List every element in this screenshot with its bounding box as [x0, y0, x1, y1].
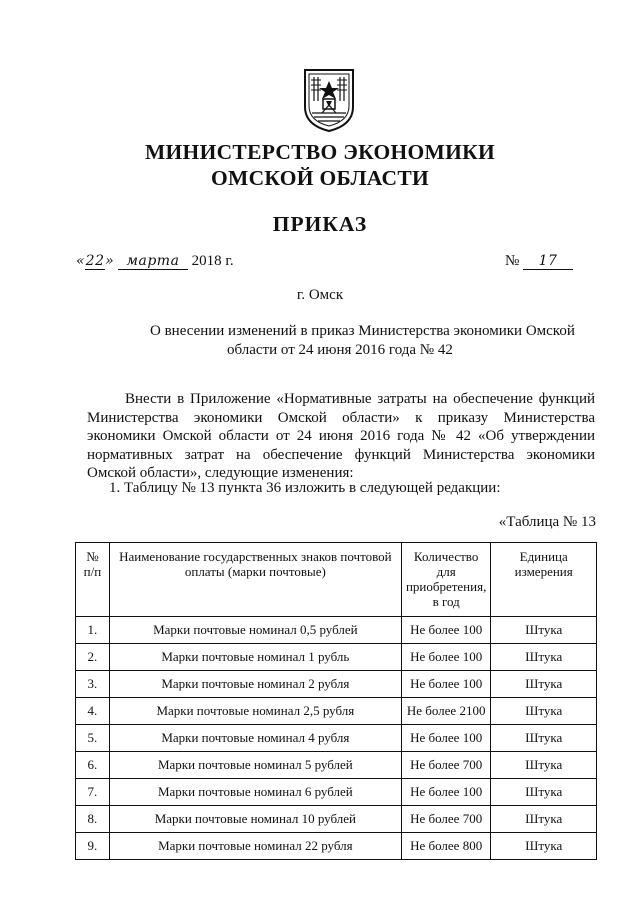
table-row: [76, 671, 597, 698]
row-name: Марки почтовые номинал 2,5 рубля: [109, 698, 401, 725]
row-name: Марки почтовые номинал 4 рубля: [109, 725, 401, 752]
row-quantity: Не более 100: [401, 779, 491, 806]
row-name: Марки почтовые номинал 0,5 рублей: [109, 617, 401, 644]
row-unit: Штука: [491, 644, 597, 671]
row-name: Марки почтовые номинал 10 рублей: [109, 806, 401, 833]
number-label: №: [505, 253, 520, 269]
row-quantity: Не более 100: [401, 617, 491, 644]
date-quote-close: »: [105, 253, 115, 269]
date-month: марта: [118, 253, 188, 270]
header-quantity: Количество для приобретения, в год: [401, 543, 491, 617]
row-quantity: Не более 100: [401, 671, 491, 698]
table-row: [76, 833, 597, 860]
city: г. Омск: [296, 287, 344, 303]
header-number: [76, 543, 110, 617]
order-subject: [150, 322, 590, 360]
row-number: 9.: [76, 833, 110, 860]
row-number: 5.: [76, 725, 110, 752]
table-row: [76, 617, 597, 644]
ministry-name-line2: ОМСКОЙ ОБЛАСТИ: [210, 166, 430, 190]
order-date: [76, 253, 234, 270]
header-number-line2: п/п: [83, 564, 102, 579]
row-name: Марки почтовые номинал 6 рублей: [109, 779, 401, 806]
header-number-line1: №: [86, 549, 99, 564]
row-number: 6.: [76, 752, 110, 779]
row-unit: Штука: [491, 671, 597, 698]
date-quote-open: «: [76, 253, 86, 269]
row-number: 4.: [76, 698, 110, 725]
row-number: 7.: [76, 779, 110, 806]
row-name: Марки почтовые номинал 5 рублей: [109, 752, 401, 779]
intro-text: Внести в Приложение «Нормативные затраты на обеспечение функций Министерства экономики Омской области» к приказу Министерства экономики Омской области от 24 июня 2016 года № 42 «Об утверждении нормативных затрат на обеспечение функций Министерства экономики Омской области», следующие изменения:: [87, 391, 595, 482]
table-header-row: [76, 543, 597, 617]
row-unit: Штука: [491, 752, 597, 779]
table-row: [76, 698, 597, 725]
row-quantity: Не более 2100: [401, 698, 491, 725]
subject-line1: О внесении изменений в приказ Министерства экономики Омской: [150, 323, 575, 339]
table-row: [76, 806, 597, 833]
coat-of-arms-icon: [302, 67, 356, 133]
row-name: Марки почтовые номинал 2 рубля: [109, 671, 401, 698]
stamps-table: [75, 542, 597, 860]
row-quantity: Не более 700: [401, 752, 491, 779]
row-quantity: Не более 100: [401, 725, 491, 752]
subject-line2: области от 24 июня 2016 года № 42: [227, 342, 453, 358]
row-name: Марки почтовые номинал 1 рубль: [109, 644, 401, 671]
row-number: 2.: [76, 644, 110, 671]
date-year: 2018 г.: [191, 253, 234, 269]
table-row: [76, 644, 597, 671]
row-name: Марки почтовые номинал 22 рубля: [109, 833, 401, 860]
table-label: «Таблица № 13: [498, 514, 596, 530]
order-number: [505, 253, 573, 270]
header-name: Наименование государственных знаков почтовой оплаты (марки почтовые): [109, 543, 401, 617]
list-item-1: 1. Таблицу № 13 пункта 36 изложить в следующей редакции:: [109, 480, 501, 496]
intro-paragraph: [87, 390, 595, 483]
row-unit: Штука: [491, 806, 597, 833]
table-row: [76, 752, 597, 779]
row-quantity: Не более 800: [401, 833, 491, 860]
row-unit: Штука: [491, 833, 597, 860]
table-row: [76, 779, 597, 806]
row-quantity: Не более 100: [401, 644, 491, 671]
number-value: 17: [523, 253, 573, 270]
row-unit: Штука: [491, 698, 597, 725]
row-number: 3.: [76, 671, 110, 698]
ministry-name-line1: МИНИСТЕРСТВО ЭКОНОМИКИ: [144, 140, 496, 164]
row-unit: Штука: [491, 725, 597, 752]
row-unit: Штука: [491, 617, 597, 644]
order-title: ПРИКАЗ: [272, 212, 368, 236]
row-number: 1.: [76, 617, 110, 644]
row-number: 8.: [76, 806, 110, 833]
header-unit: Единица измерения: [491, 543, 597, 617]
table-row: [76, 725, 597, 752]
row-unit: Штука: [491, 779, 597, 806]
row-quantity: Не более 700: [401, 806, 491, 833]
date-day: 22: [85, 253, 105, 269]
